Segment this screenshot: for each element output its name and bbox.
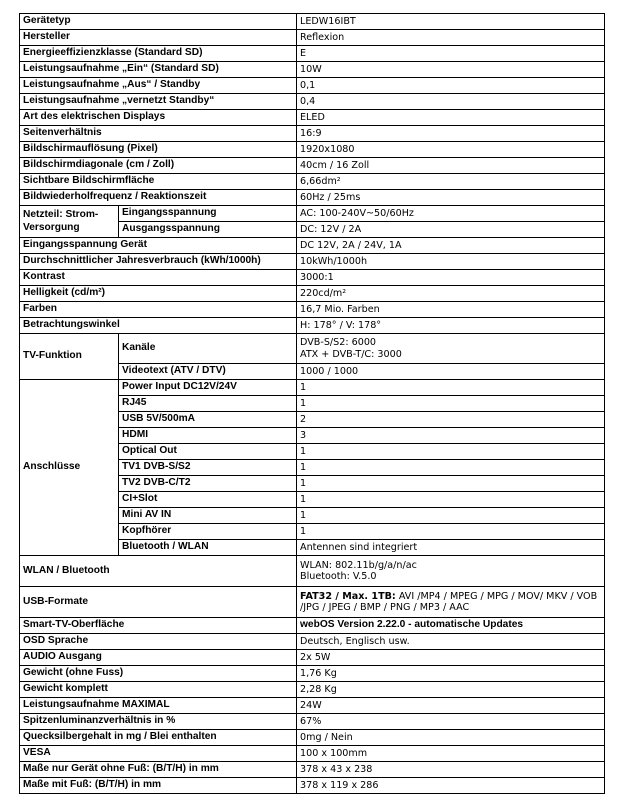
table-row (20, 334, 605, 364)
channels-value (297, 334, 605, 364)
bluetooth-line: Bluetooth: V.5.0 (300, 571, 377, 582)
port-label: RJ45 (119, 396, 297, 412)
spec-label: AUDIO Ausgang (20, 650, 297, 666)
channels-line2: ATX + DVB-T/C: 3000 (300, 348, 402, 360)
table-row (20, 286, 605, 302)
port-label: Mini AV IN (119, 508, 297, 524)
table-row (20, 618, 605, 634)
table-row (20, 730, 605, 746)
spec-value: 6,66dm² (297, 174, 605, 190)
usb-formats-value (297, 587, 605, 618)
table-row (20, 698, 605, 714)
spec-label: VESA (20, 746, 297, 762)
spec-value: 40cm / 16 Zoll (297, 158, 605, 174)
output-voltage-value: DC: 12V / 2A (297, 222, 605, 238)
spec-label: Maße nur Gerät ohne Fuß: (B/T/H) in mm (20, 762, 297, 778)
spec-value: 378 x 119 x 286 (297, 778, 605, 794)
table-row (20, 30, 605, 46)
port-value: 1 (297, 444, 605, 460)
teletext-value: 1000 / 1000 (297, 364, 605, 380)
table-row (20, 318, 605, 334)
spec-value: 220cd/m² (297, 286, 605, 302)
spec-value: 24W (297, 698, 605, 714)
spec-value: 60Hz / 25ms (297, 190, 605, 206)
netzteil-group-label (20, 206, 119, 238)
spec-value: H: 178° / V: 178° (297, 318, 605, 334)
table-row (20, 270, 605, 286)
table-row (20, 110, 605, 126)
input-voltage-label: Eingangsspannung (119, 206, 297, 222)
table-row (20, 587, 605, 618)
table-row (20, 762, 605, 778)
spec-label: Smart-TV-Oberfläche (20, 618, 297, 634)
spec-label: Leistungsaufnahme „vernetzt Standby“ (20, 94, 297, 110)
spec-label: Art des elektrischen Displays (20, 110, 297, 126)
table-row (20, 556, 605, 587)
port-label: USB 5V/500mA (119, 412, 297, 428)
table-row (20, 778, 605, 794)
table-row (20, 650, 605, 666)
tv-function-label: TV-Funktion (20, 334, 119, 380)
spec-value: 100 x 100mm (297, 746, 605, 762)
table-row (20, 666, 605, 682)
spec-value: E (297, 46, 605, 62)
spec-value: ELED (297, 110, 605, 126)
spec-value: LEDW16IBT (297, 14, 605, 30)
port-label: CI+Slot (119, 492, 297, 508)
spec-table (19, 13, 605, 794)
table-row (20, 62, 605, 78)
netzteil-group-line1: Netzteil: Strom- (23, 209, 99, 221)
port-value: 1 (297, 396, 605, 412)
table-row (20, 190, 605, 206)
wlan-bluetooth-label: WLAN / Bluetooth (20, 556, 297, 587)
spec-label: Bildschirmauflösung (Pixel) (20, 142, 297, 158)
spec-value: 1,76 Kg (297, 666, 605, 682)
table-row (20, 746, 605, 762)
table-row (20, 46, 605, 62)
port-label: Bluetooth / WLAN (119, 540, 297, 556)
spec-label: OSD Sprache (20, 634, 297, 650)
spec-label: Spitzenluminanzverhältnis in % (20, 714, 297, 730)
table-row (20, 126, 605, 142)
table-row (20, 634, 605, 650)
port-label: Kopfhörer (119, 524, 297, 540)
output-voltage-label: Ausgangsspannung (119, 222, 297, 238)
spec-value: 0,1 (297, 78, 605, 94)
port-value: Antennen sind integriert (297, 540, 605, 556)
spec-label: Leistungsaufnahme MAXIMAL (20, 698, 297, 714)
spec-label: Leistungsaufnahme „Ein“ (Standard SD) (20, 62, 297, 78)
spec-label: Maße mit Fuß: (B/T/H) in mm (20, 778, 297, 794)
port-label: Power Input DC12V/24V (119, 380, 297, 396)
spec-label: Farben (20, 302, 297, 318)
port-value: 1 (297, 380, 605, 396)
wlan-bluetooth-value (297, 556, 605, 587)
wlan-line: WLAN: 802.11b/g/a/n/ac (300, 559, 417, 571)
table-row (20, 158, 605, 174)
spec-label: Seitenverhältnis (20, 126, 297, 142)
spec-value: 2x 5W (297, 650, 605, 666)
usb-formats-label: USB-Formate (20, 587, 297, 618)
spec-label: Helligkeit (cd/m²) (20, 286, 297, 302)
port-value: 3 (297, 428, 605, 444)
table-row (20, 78, 605, 94)
channels-label: Kanäle (119, 334, 297, 364)
spec-value: 3000:1 (297, 270, 605, 286)
port-label: TV2 DVB-C/T2 (119, 476, 297, 492)
spec-value: Reflexion (297, 30, 605, 46)
spec-value: webOS Version 2.22.0 - automatische Updates (297, 618, 605, 634)
spec-value: 16:9 (297, 126, 605, 142)
ports-group-label: Anschlüsse (20, 380, 119, 556)
spec-value: 16,7 Mio. Farben (297, 302, 605, 318)
table-row (20, 94, 605, 110)
table-row (20, 238, 605, 254)
spec-value: 0mg / Nein (297, 730, 605, 746)
usb-formats-bold: FAT32 / Max. 1TB: (300, 590, 396, 602)
port-value: 1 (297, 476, 605, 492)
spec-value: DC 12V, 2A / 24V, 1A (297, 238, 605, 254)
port-label: Optical Out (119, 444, 297, 460)
table-row (20, 682, 605, 698)
spec-label: Gewicht (ohne Fuss) (20, 666, 297, 682)
port-value: 2 (297, 412, 605, 428)
spec-value: 1920x1080 (297, 142, 605, 158)
table-row (20, 142, 605, 158)
spec-value: 67% (297, 714, 605, 730)
port-label: HDMI (119, 428, 297, 444)
input-voltage-value: AC: 100-240V~50/60Hz (297, 206, 605, 222)
spec-label: Hersteller (20, 30, 297, 46)
spec-value: 0,4 (297, 94, 605, 110)
teletext-label: Videotext (ATV / DTV) (119, 364, 297, 380)
table-row (20, 206, 605, 222)
spec-value: Deutsch, Englisch usw. (297, 634, 605, 650)
spec-label: Quecksilbergehalt in mg / Blei enthalten (20, 730, 297, 746)
spec-label: Bildschirmdiagonale (cm / Zoll) (20, 158, 297, 174)
table-row (20, 302, 605, 318)
table-row (20, 254, 605, 270)
channels-line1: DVB-S/S2: 6000 (300, 337, 377, 348)
spec-table-body (20, 14, 605, 794)
spec-label: Betrachtungswinkel (20, 318, 297, 334)
port-value: 1 (297, 492, 605, 508)
spec-label: Eingangsspannung Gerät (20, 238, 297, 254)
spec-label: Leistungsaufnahme „Aus“ / Standby (20, 78, 297, 94)
spec-label: Gewicht komplett (20, 682, 297, 698)
spec-label: Energieeffizienzklasse (Standard SD) (20, 46, 297, 62)
spec-label: Sichtbare Bildschirmfläche (20, 174, 297, 190)
table-row (20, 174, 605, 190)
table-row (20, 14, 605, 30)
spec-value: 10W (297, 62, 605, 78)
usb-formats-list: AVI /MP4 / MPEG / MPG / MOV/ MKV / VOB /JPG / JPEG / BMP / PNG / MP3 / AAC (300, 590, 598, 613)
port-value: 1 (297, 508, 605, 524)
spec-value: 2,28 Kg (297, 682, 605, 698)
spec-label: Bildwiederholfrequenz / Reaktionszeit (20, 190, 297, 206)
port-label: TV1 DVB-S/S2 (119, 460, 297, 476)
spec-label: Kontrast (20, 270, 297, 286)
port-value: 1 (297, 524, 605, 540)
spec-label: Gerätetyp (20, 14, 297, 30)
port-value: 1 (297, 460, 605, 476)
spec-value: 10kWh/1000h (297, 254, 605, 270)
spec-value: 378 x 43 x 238 (297, 762, 605, 778)
spec-label: Durchschnittlicher Jahresverbrauch (kWh/1000h) (20, 254, 297, 270)
table-row (20, 714, 605, 730)
netzteil-group-line2: Versorgung (23, 221, 80, 233)
table-row (20, 380, 605, 396)
